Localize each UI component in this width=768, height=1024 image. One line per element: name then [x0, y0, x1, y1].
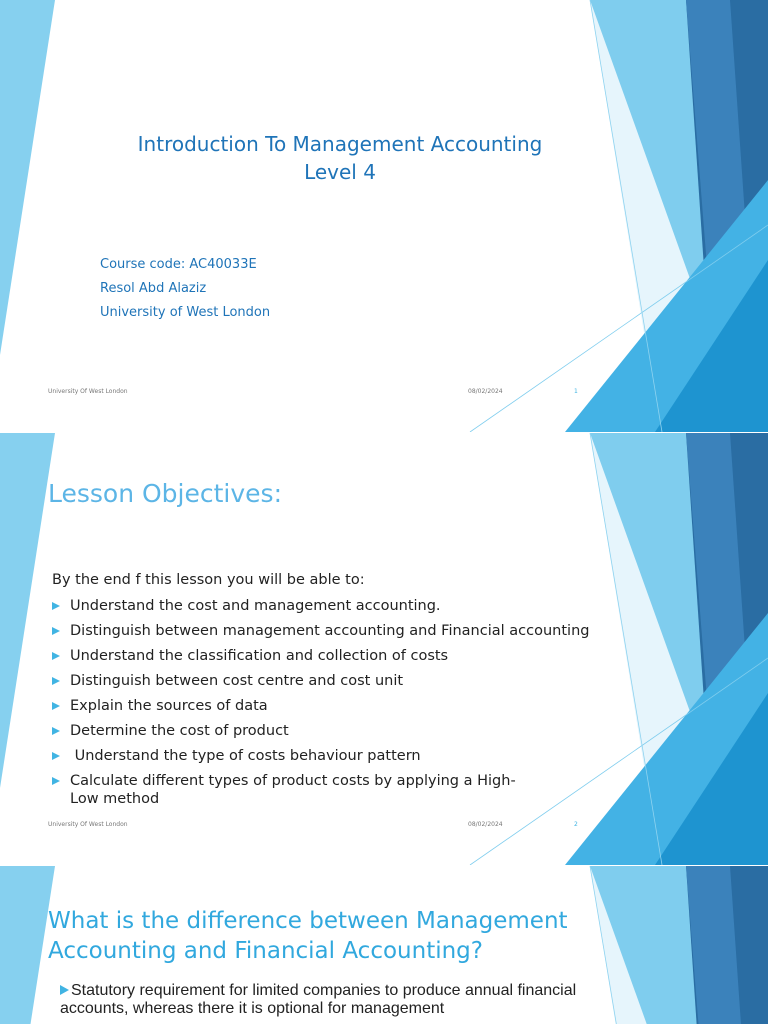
list-item: Statutory requirement for limited companies to produce annual financial accounts, whereas there it is optional for management: [60, 982, 577, 1017]
objectives-intro: By the end f this lesson you will be able to:: [52, 572, 365, 588]
list-item: Understand the classification and collection of costs: [52, 647, 592, 672]
objectives-list: [52, 597, 592, 808]
bullet-arrow-icon: [52, 777, 60, 785]
list-item: Distinguish between cost centre and cost unit: [52, 672, 592, 697]
bullet-arrow-icon: [52, 727, 60, 735]
slide-title-text: [110, 130, 570, 186]
list-item: Understand the type of costs behaviour pattern: [52, 747, 592, 772]
slide-number: 2: [574, 821, 578, 828]
slide-heading: Lesson Objectives:: [48, 479, 282, 508]
footer-date: 08/02/2024: [468, 388, 503, 395]
university-name: University of West London: [100, 305, 271, 320]
list-item: Distinguish between management accounting and Financial accounting: [52, 622, 592, 647]
list-item: Understand the cost and management accounting.: [52, 597, 592, 622]
bullet-arrow-icon: [52, 627, 60, 635]
course-code: Course code: AC40033E: [100, 257, 257, 272]
list-item: Determine the cost of product: [52, 722, 592, 747]
bullet-arrow-icon: [52, 652, 60, 660]
decorative-facets: [0, 0, 768, 432]
slide-lesson-objectives: [0, 433, 768, 865]
bullet-arrow-icon: [52, 677, 60, 685]
bullet-arrow-icon: [52, 752, 60, 760]
bullet-arrow-icon: [52, 702, 60, 710]
footer-organization: University Of West London: [48, 821, 128, 828]
list-item: Calculate different types of product costs by applying a High-Low method: [52, 772, 540, 808]
slide-difference: [0, 866, 768, 1024]
title-line-1: Introduction To Management Accounting: [137, 132, 543, 156]
list-item: Explain the sources of data: [52, 697, 592, 722]
bullet-arrow-icon: [60, 985, 69, 995]
slide-heading: What is the difference between Management Accounting and Financial Accounting?: [48, 908, 568, 964]
title-line-2: Level 4: [304, 160, 376, 184]
lecturer-name: Resol Abd Alaziz: [100, 281, 207, 296]
slide-number: 1: [574, 388, 578, 395]
footer-date: 08/02/2024: [468, 821, 503, 828]
bullet-arrow-icon: [52, 602, 60, 610]
slide-title: [0, 0, 768, 432]
footer-organization: University Of West London: [48, 388, 128, 395]
